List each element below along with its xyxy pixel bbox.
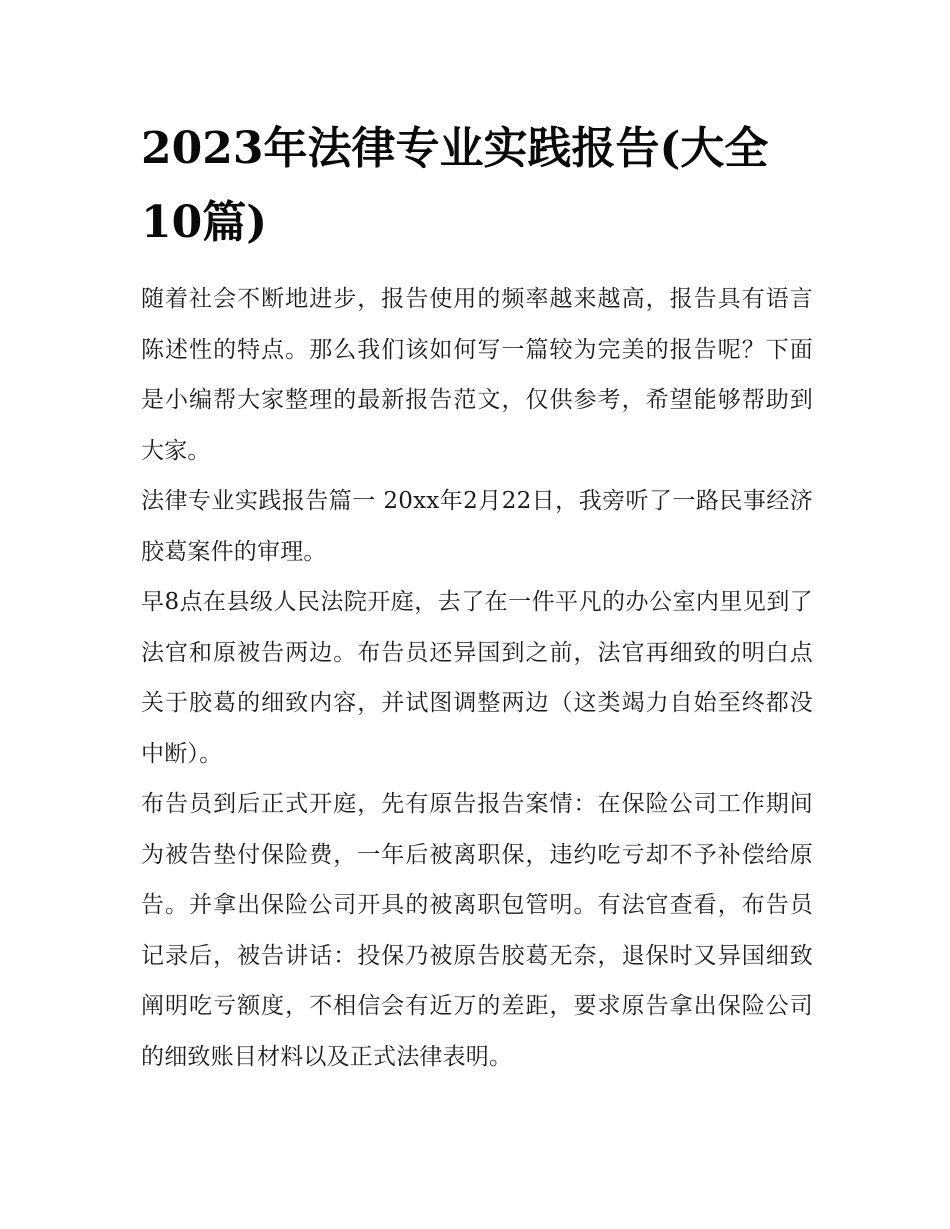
document-content [141, 112, 813, 1082]
paragraph-hearing: 布告员到后正式开庭，先有原告报告案情：在保险公司工作期间为被告垫付保险费，一年后被离职保，违约吃亏却不予补偿给原告。并拿出保险公司开具的被离职包管明。有法官查看，布告员记录后，被告讲话：投保乃被原告胶葛无奈，退保时又异国细致阐明吃亏额度，不相信会有近万的差距，要求原告拿出保险公司的细致账目材料以及正式法律表明。 [141, 791, 813, 1070]
paragraph-court-opening: 早8点在县级人民法院开庭，去了在一件平凡的办公室内里见到了法官和原被告两边。布告员还异国到之前，法官再细致的明白点关于胶葛的细致内容，并试图调整两边（这类竭力自始至终都没中断）。 [141, 589, 813, 767]
paragraph-report-one: 法律专业实践报告篇一 20xx年2月22日，我旁听了一路民事经济胶葛案件的审理。 [141, 488, 813, 565]
document-title: 2023年法律专业实践报告(大全10篇) [141, 123, 769, 248]
paragraph-intro: 随着社会不断地进步，报告使用的频率越来越高，报告具有语言陈述性的特点。那么我们该如何写一篇较为完美的报告呢？下面是小编帮大家整理的最新报告范文，仅供参考，希望能够帮助到大家。 [141, 286, 813, 464]
